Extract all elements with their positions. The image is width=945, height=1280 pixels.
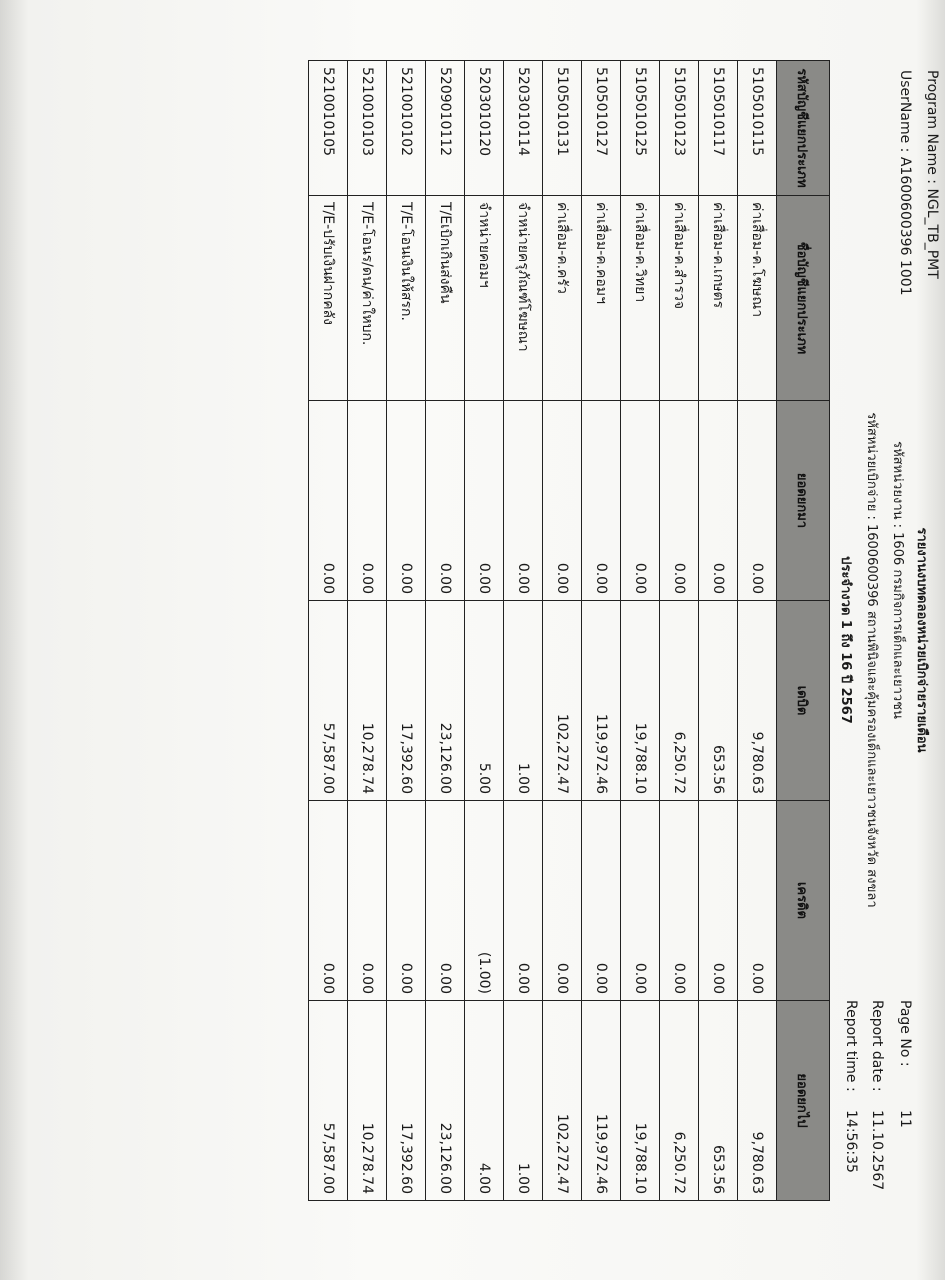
report-title: รายงานงบทดลองหน่วยเบิกจ่ายรายเดือน: [914, 527, 929, 753]
cell-closing-balance: 653.56: [699, 1001, 738, 1201]
table-row: [309, 61, 348, 1201]
program-name: Program Name : NGL_TB_PMT: [924, 70, 940, 279]
cell-debit: 10,278.74: [348, 601, 387, 801]
page-no-value: 11: [897, 1110, 913, 1128]
cell-opening-balance: 0.00: [309, 401, 348, 601]
username: UserName : A1600600396 1001: [897, 70, 913, 296]
cell-closing-balance: 10,278.74: [348, 1001, 387, 1201]
cell-account-name: ค่าเสื่อม-ค.โฆษณา: [738, 196, 777, 401]
cell-opening-balance: 0.00: [621, 401, 660, 601]
table-row: [387, 61, 426, 1201]
cell-credit: (1.00): [465, 801, 504, 1001]
column-header-credit: เครดิต: [777, 801, 830, 1001]
cell-credit: 0.00: [387, 801, 426, 1001]
table-body: [309, 61, 777, 1201]
cell-debit: 5.00: [465, 601, 504, 801]
cell-debit: 119,972.46: [582, 601, 621, 801]
page-no-label: Page No :: [897, 1000, 913, 1067]
cell-credit: 0.00: [699, 801, 738, 1001]
trial-balance-table: [308, 60, 830, 1201]
cell-account-name: T/Eเบิกเกินส่งคืน: [426, 196, 465, 401]
cell-account-code: 5105010131: [543, 61, 582, 196]
cell-opening-balance: 0.00: [699, 401, 738, 601]
table-row: [582, 61, 621, 1201]
cell-account-code: 5203010114: [504, 61, 543, 196]
cell-account-code: 5209010112: [426, 61, 465, 196]
table-row: [738, 61, 777, 1201]
disbursing-unit-line: รหัสหน่วยเบิกจ่าย : 1600600396 สถานพินิจและคุ้มครองเด็กและเยาวชนจังหวัด สงขลา: [864, 412, 879, 908]
cell-debit: 57,587.00: [309, 601, 348, 801]
table-row: [660, 61, 699, 1201]
cell-credit: 0.00: [426, 801, 465, 1001]
table-row: [543, 61, 582, 1201]
cell-opening-balance: 0.00: [504, 401, 543, 601]
table-row: [348, 61, 387, 1201]
table-row: [621, 61, 660, 1201]
cell-closing-balance: 9,780.63: [738, 1001, 777, 1201]
cell-debit: 23,126.00: [426, 601, 465, 801]
cell-account-name: จำหน่ายครุภัณฑ์โฆษณา: [504, 196, 543, 401]
cell-opening-balance: 0.00: [348, 401, 387, 601]
cell-account-code: 5210010102: [387, 61, 426, 196]
cell-credit: 0.00: [348, 801, 387, 1001]
cell-account-name: ค่าเสื่อม-ค.เกษตร: [699, 196, 738, 401]
report-date-value: 11.10.2567: [869, 1110, 885, 1191]
cell-opening-balance: 0.00: [660, 401, 699, 601]
column-header-account-name: ชื่อบัญชีแยกประเภท: [777, 196, 830, 401]
cell-credit: 0.00: [543, 801, 582, 1001]
table-row: [504, 61, 543, 1201]
cell-closing-balance: 57,587.00: [309, 1001, 348, 1201]
column-header-account-code: รหัสบัญชีแยกประเภท: [777, 61, 830, 196]
cell-credit: 0.00: [504, 801, 543, 1001]
column-header-debit: เดบิต: [777, 601, 830, 801]
cell-account-code: 5105010117: [699, 61, 738, 196]
column-header-closing-balance: ยอดยกไป: [777, 1001, 830, 1201]
cell-account-name: ค่าเสื่อม-ค.คอมฯ: [582, 196, 621, 401]
cell-debit: 6,250.72: [660, 601, 699, 801]
cell-closing-balance: 119,972.46: [582, 1001, 621, 1201]
cell-account-name: ค่าเสื่อม-ค.สำรวจ: [660, 196, 699, 401]
cell-closing-balance: 4.00: [465, 1001, 504, 1201]
cell-closing-balance: 19,788.10: [621, 1001, 660, 1201]
cell-closing-balance: 6,250.72: [660, 1001, 699, 1201]
cell-account-name: ค่าเสื่อม-ค.ครัว: [543, 196, 582, 401]
cell-opening-balance: 0.00: [465, 401, 504, 601]
cell-account-name: T/E-โอนเงินให้สรก.: [387, 196, 426, 401]
column-header-opening-balance: ยอดยกมา: [777, 401, 830, 601]
cell-credit: 0.00: [738, 801, 777, 1001]
period-line: ประจำงวด 1 ถึง 16 ปี 2567: [838, 556, 853, 724]
table-row: [426, 61, 465, 1201]
cell-credit: 0.00: [660, 801, 699, 1001]
cell-account-name: ค่าเสื่อม-ค.วิทยา: [621, 196, 660, 401]
cell-debit: 1.00: [504, 601, 543, 801]
cell-debit: 102,272.47: [543, 601, 582, 801]
cell-credit: 0.00: [582, 801, 621, 1001]
cell-account-code: 5105010115: [738, 61, 777, 196]
agency-line: รหัสหน่วยงาน : 1606 กรมกิจการเด็กและเยาวชน: [890, 441, 905, 719]
cell-account-name: T/E-โอนร/ดน/ค่าใหบก.: [348, 196, 387, 401]
cell-account-code: 5210010103: [348, 61, 387, 196]
cell-opening-balance: 0.00: [543, 401, 582, 601]
report-time-value: 14:56:35: [843, 1110, 859, 1173]
cell-closing-balance: 17,392.60: [387, 1001, 426, 1201]
table-row: [465, 61, 504, 1201]
cell-account-code: 5203010120: [465, 61, 504, 196]
cell-debit: 17,392.60: [387, 601, 426, 801]
cell-opening-balance: 0.00: [738, 401, 777, 601]
cell-closing-balance: 1.00: [504, 1001, 543, 1201]
cell-debit: 653.56: [699, 601, 738, 801]
table-row: [699, 61, 738, 1201]
cell-debit: 9,780.63: [738, 601, 777, 801]
cell-opening-balance: 0.00: [426, 401, 465, 601]
cell-account-code: 5210010105: [309, 61, 348, 196]
table-header-row: [777, 61, 830, 1201]
cell-opening-balance: 0.00: [582, 401, 621, 601]
report-time-label: Report time :: [843, 1000, 859, 1092]
cell-account-name: T/E-ปรับเงินฝากคลัง: [309, 196, 348, 401]
cell-credit: 0.00: [621, 801, 660, 1001]
cell-closing-balance: 102,272.47: [543, 1001, 582, 1201]
cell-account-code: 5105010125: [621, 61, 660, 196]
cell-debit: 19,788.10: [621, 601, 660, 801]
cell-account-code: 5105010127: [582, 61, 621, 196]
cell-account-code: 5105010123: [660, 61, 699, 196]
report-date-label: Report date :: [869, 1000, 885, 1092]
cell-account-name: จำหน่ายคอมฯ: [465, 196, 504, 401]
cell-opening-balance: 0.00: [387, 401, 426, 601]
cell-credit: 0.00: [309, 801, 348, 1001]
cell-closing-balance: 23,126.00: [426, 1001, 465, 1201]
